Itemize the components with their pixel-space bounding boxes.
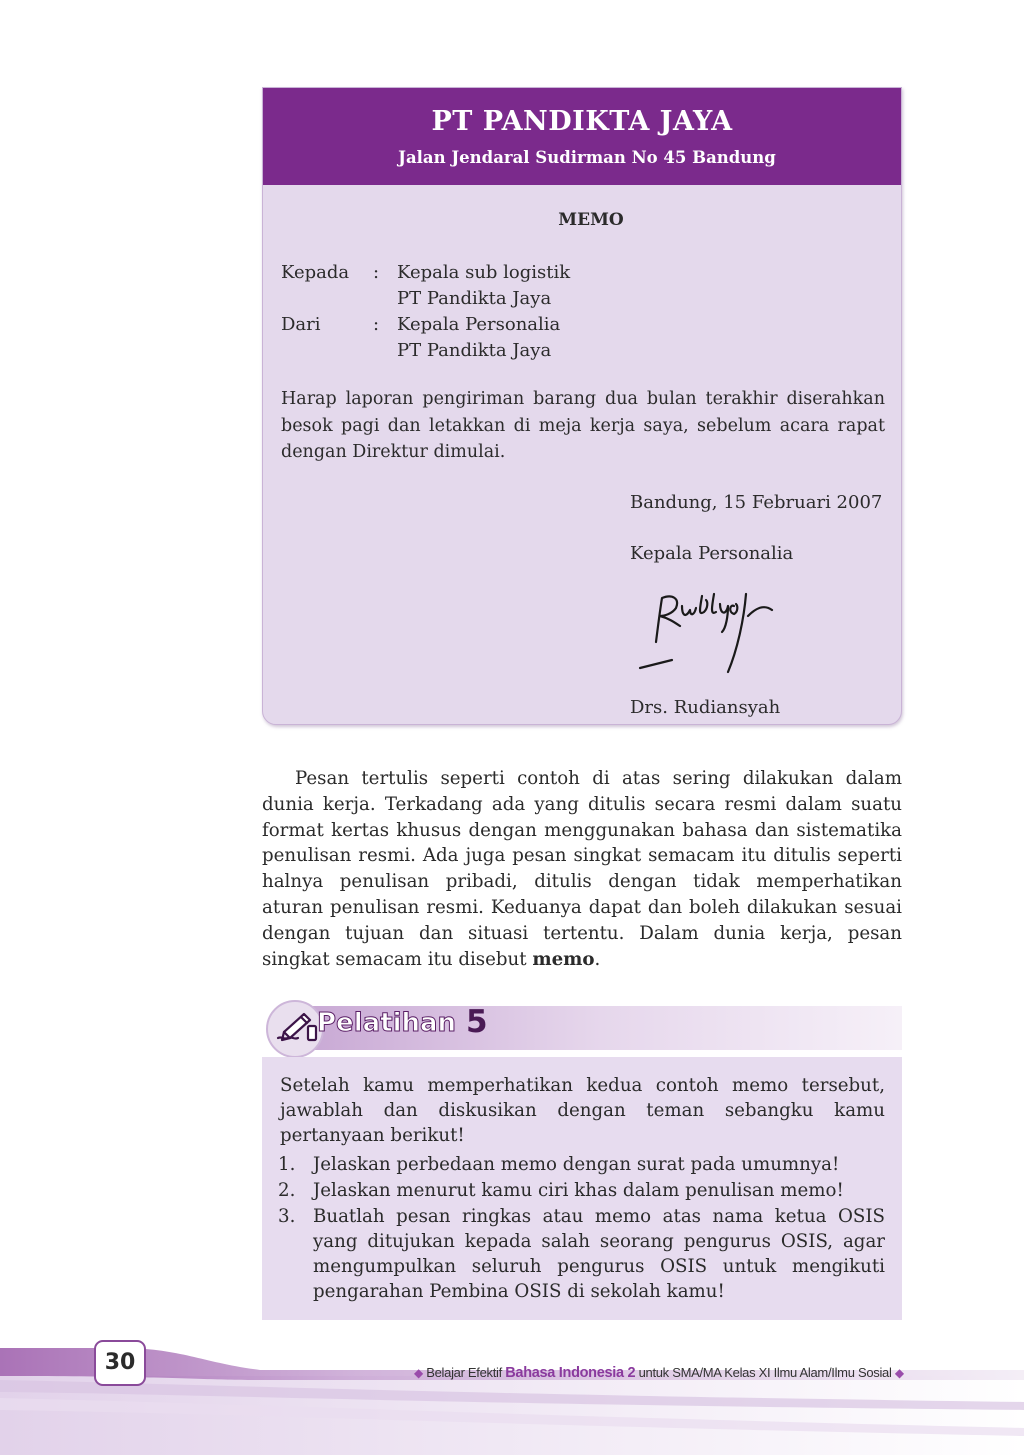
paragraph-text: Pesan tertulis seperti contoh di atas sering dilakukan dalam dunia kerja. Terkadang ada yang ditulis secara resmi dalam suatu format kertas khusus dengan menggunakan bahasa dan sistematika penulisan resmi. Ada juga pesan singkat semacam itu ditulis seperti halnya penulisan pribadi, ditulis dengan tidak memperhatikan aturan penulisan resmi. Keduanya dapat dan boleh dilakukan sesuai dengan tujuan dan situasi tertentu. Dalam dunia kerja, pesan singkat semacam itu disebut <box>262 768 902 970</box>
signature-image <box>638 588 778 674</box>
footer-decoration <box>0 1320 1024 1455</box>
diamond-icon: ◆ <box>894 1366 904 1380</box>
memo-letterhead <box>263 88 901 185</box>
footer-book-title <box>414 1365 904 1381</box>
to-line-2: PT Pandikta Jaya <box>397 288 552 309</box>
exercise-title: Pelatihan <box>317 1008 457 1038</box>
from-label: Dari <box>281 314 321 335</box>
exercise-intro: Setelah kamu memperhatikan kedua contoh memo tersebut, jawablah dan diskusikan dengan teman sebangku kamu pertanyaan berikut! <box>280 1075 885 1146</box>
page-number: 30 <box>94 1340 146 1386</box>
pencil-writing-icon <box>268 1002 322 1056</box>
memo-card <box>262 87 902 725</box>
signer-position: Kepala Personalia <box>630 543 794 564</box>
to-label: Kepada <box>281 262 350 283</box>
question-number: 2. <box>278 1180 296 1201</box>
company-address: Jalan Jendaral Sudirman No 45 Bandung <box>398 148 776 167</box>
memo-title: MEMO <box>558 210 624 230</box>
question-text: Buatlah pesan ringkas atau memo atas nama ketua OSIS yang ditujukan kepada salah seorang pengurus OSIS, agar mengumpulkan seluruh pengurus OSIS untuk mengikuti pengarahan Pembina OSIS di sekolah kamu! <box>313 1206 885 1302</box>
exercise-box <box>262 1057 902 1320</box>
memo-body: Harap laporan pengiriman barang dua bulan terakhir diserahkan besok pagi dan letakkan di meja kerja saya, sebelum acara rapat dengan Direktur dimulai. <box>281 389 885 462</box>
to-line-1: Kepala sub logistik <box>397 262 571 283</box>
place-date: Bandung, 15 Februari 2007 <box>630 492 883 513</box>
question-number: 1. <box>278 1154 296 1175</box>
diamond-icon: ◆ <box>414 1366 423 1380</box>
paragraph-end: . <box>594 948 601 970</box>
to-separator: : <box>373 262 380 283</box>
from-separator: : <box>373 314 380 335</box>
question-text: Jelaskan perbedaan memo dengan surat pada umumnya! <box>313 1154 840 1175</box>
footer-book-name: Bahasa Indonesia 2 <box>505 1365 636 1381</box>
exercise-icon-badge <box>266 1000 324 1058</box>
paragraph-bold-term: memo <box>532 948 595 970</box>
from-line-1: Kepala Personalia <box>397 314 561 335</box>
question-number: 3. <box>278 1206 296 1227</box>
signer-name: Drs. Rudiansyah <box>630 697 781 718</box>
footer-suffix: untuk SMA/MA Kelas XI Ilmu Alam/Ilmu Sosial <box>638 1365 892 1380</box>
body-paragraph <box>262 766 902 972</box>
exercise-number: 5 <box>466 1004 488 1040</box>
footer-prefix: Belajar Efektif <box>426 1365 502 1380</box>
from-line-2: PT Pandikta Jaya <box>397 340 552 361</box>
question-text: Jelaskan menurut kamu ciri khas dalam penulisan memo! <box>313 1180 844 1201</box>
company-name: PT PANDIKTA JAYA <box>431 106 733 137</box>
